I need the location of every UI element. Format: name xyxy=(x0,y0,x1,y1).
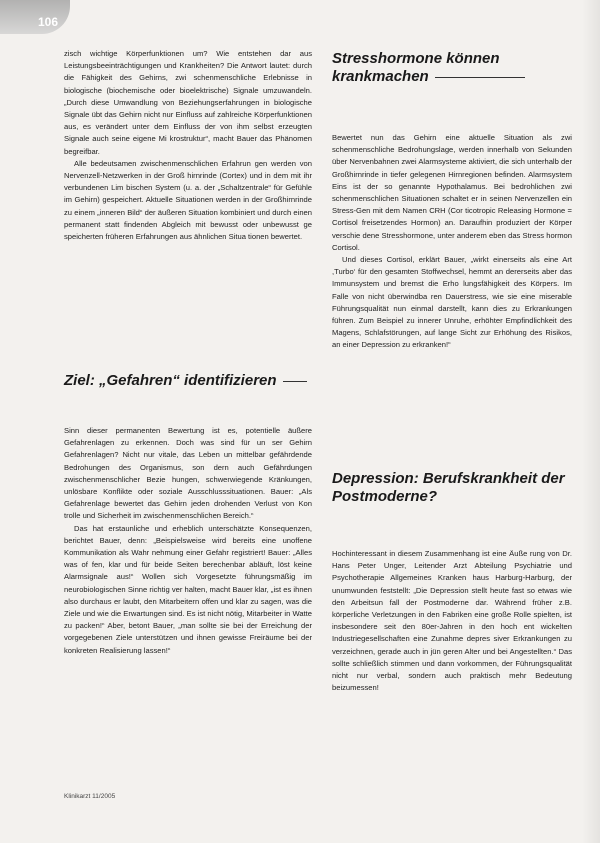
heading-rule xyxy=(283,381,307,382)
right-column-bottom-text xyxy=(332,548,572,694)
section-heading-ziel xyxy=(64,372,314,390)
paragraph: Sinn dieser permanenten Bewertung ist es, potentielle äußere Gefahrenlagen zu erkennen. Doch was sind für un ser Gehirn Gefahrenlagen? Nicht nur vitale, das Leben un mittelbar gefährdende Bedrohungen des Organismus, son dern auch Gefährdungen zwischenmenschlicher Bezie hungen, schwerwiegende Kränkungen, unlösbare Konflikte oder soziale Ausschlusssituationen. Bauer: „Als Gefahrenlage bewertet das Gehirn jeden drohenden Verlust von Kon trolle und Sicherheit im zwischenmenschlichen Bereich.“ xyxy=(64,426,312,521)
left-column-top-text xyxy=(64,48,312,243)
paragraph: Bewertet nun das Gehirn eine aktuelle Situation als zwi schenmenschliche Bedrohungslage, werden innerhalb von Sekunden über Nervenbahnen zwei Alarmsysteme aktiviert, die sich unterhalb der Großhirnrinde in tiefer gelegenen Hirnregionen befinden. Alarmsystem Eins ist der so genannte Hypothalamus. Bei bedrohlichen zwi schenmenschlichen Situationen schaltet er in seinen Nervenzellen ein Stress-Gen mit dem Namen CRH (Cor ticotropic Releasing Hormone = Cortisol freisetzendes Hormon) an. Daraufhin produziert der Körper verschie dene Stresshormone, unter anderem eben das Stress hormon Cortisol. xyxy=(332,133,572,252)
paragraph: Alle bedeutsamen zwischenmenschlichen Erfahrun gen werden von Nervenzell-Netzwerken in der Groß hirnrinde (Cortex) und in dem mit ihr verbundenen Lim bischen System (u. a. der „Schaltzentrale“ für Gefühle im Gehirn) gespeichert. Aktuelle Situationen werden in der Großhirnrinde zu einem „inneren Bild“ der äußeren Situation kombiniert und durch einen permanent statt findenden Abgleich mit bewusst oder unbewusst ge speicherten früheren Erfahrungen aus ähnlichen Situa tionen bewertet. xyxy=(64,158,312,242)
heading-text: Stresshormone können krankmachen xyxy=(332,50,500,85)
section-heading-stresshormone xyxy=(332,50,572,86)
page-number-tab xyxy=(0,0,70,34)
paragraph: Das hat erstaunliche und erheblich unterschätzte Konsequenzen, berichtet Bauer, denn: „Beispielsweise wird bereits eine unoffene Kommunikation als Wahr nehmung einer Gefahr registriert! Bauer: „Alles was of fen, klar und für beide Seiten berechenbar abläuft, löst keine Alarmsignale aus!“ Wollen sich Vorgesetzte führungsmäßig im neurobiologischen Sinne richtig ver halten, macht Bauer klar, „ist es ihnen also durchaus er laubt, den Mitarbeitern offen und klar zu sagen, was die Ziele und wie die Erwartungen sind. Es ist nicht nötig, Mitarbeiter in Watte zu packen!“ Aber, betont Bauer, „man sollte sie bei der Erreichung der vorgegebenen Ziele unterstützen und ihnen gewisse Freiräume bei der konkreten Realisierung lassen!“ xyxy=(64,523,312,655)
footer-source: Klinikarzt 11/2005 xyxy=(64,793,116,800)
left-column-bottom-text xyxy=(64,425,312,657)
heading-rule xyxy=(435,77,525,78)
heading-text: Ziel: „Gefahren“ identifizieren xyxy=(64,372,277,389)
section-heading-depression xyxy=(332,470,572,506)
right-column-top-text xyxy=(332,132,572,352)
paragraph: Hochinteressant in diesem Zusammenhang ist eine Äuße rung von Dr. Hans Peter Unger, Leitender Arzt Abteilung Psychiatrie und Psychotherapie Allgemeines Kranken haus Harburg-Harburg, der unumwunden feststellt: „Die Depression stellt heute fast so etwas wie den Arbeitsun fall der Postmoderne dar. Während früher z.B. körperliche Verletzungen in den Fabriken eine große Rolle spielten, ist insbesondere seit den 80er-Jahren in den hoch ent wickelten Industriegesellschaften eine Zunahme depres siver Erkrankungen zu verzeichnen, gerade auch in jün geren Alter und bei Angestellten.“ Das sollte schließlich stimmen und dann vorkommen, der Führungsqualität nicht nur verbal, sondern auch praktisch mehr Bedeutung beizumessen! xyxy=(332,549,572,693)
paragraph: Und dieses Cortisol, erklärt Bauer, „wirkt einerseits als eine Art ,Turbo‘ für den gesamten Stoffwechsel, hemmt an dererseits aber das Immunsystem und bremst die Erho lungsfähigkeit des Körpers. Im Falle von nicht überwindba ren Dauerstress, wie sie eine miserable Führungsqualität nun einmal darstellt, kann dies zu Erkrankungen führen. Zum Beispiel zu innerer Unruhe, erhöhter Empfindlichkeit des Magens, Schlafstörungen, auf lange Sicht zur Erhöhung des Risikos, an einer Depression zu erkranken!“ xyxy=(332,255,572,350)
page-number: 106 xyxy=(38,15,59,29)
scan-edge-shade xyxy=(582,0,600,843)
heading-text: Depression: Berufskrankheit der Postmoderne? xyxy=(332,470,565,505)
paragraph: zisch wichtige Körperfunktionen um? Wie entstehen dar aus Leistungsbeeinträchtigungen und Krankheiten? Die Antwort lautet: durch die Fähigkeit des Gehirns, zwi schenmenschliche Erlebnisse in biologische (biochemische oder bioelektrische) Signale umzuwandeln. „Durch diese Umwandlung von Beziehungserfahrungen in biologische Signale übt das Gehirn nicht nur Einfluss auf zahlreiche Körperfunktionen aus, es verändert unter dem Einfluss der von ihm selbst erzeugten Signale auch seine eigene Mi krostruktur“, macht Bauer das Phänomen begreifbar. xyxy=(64,49,312,156)
